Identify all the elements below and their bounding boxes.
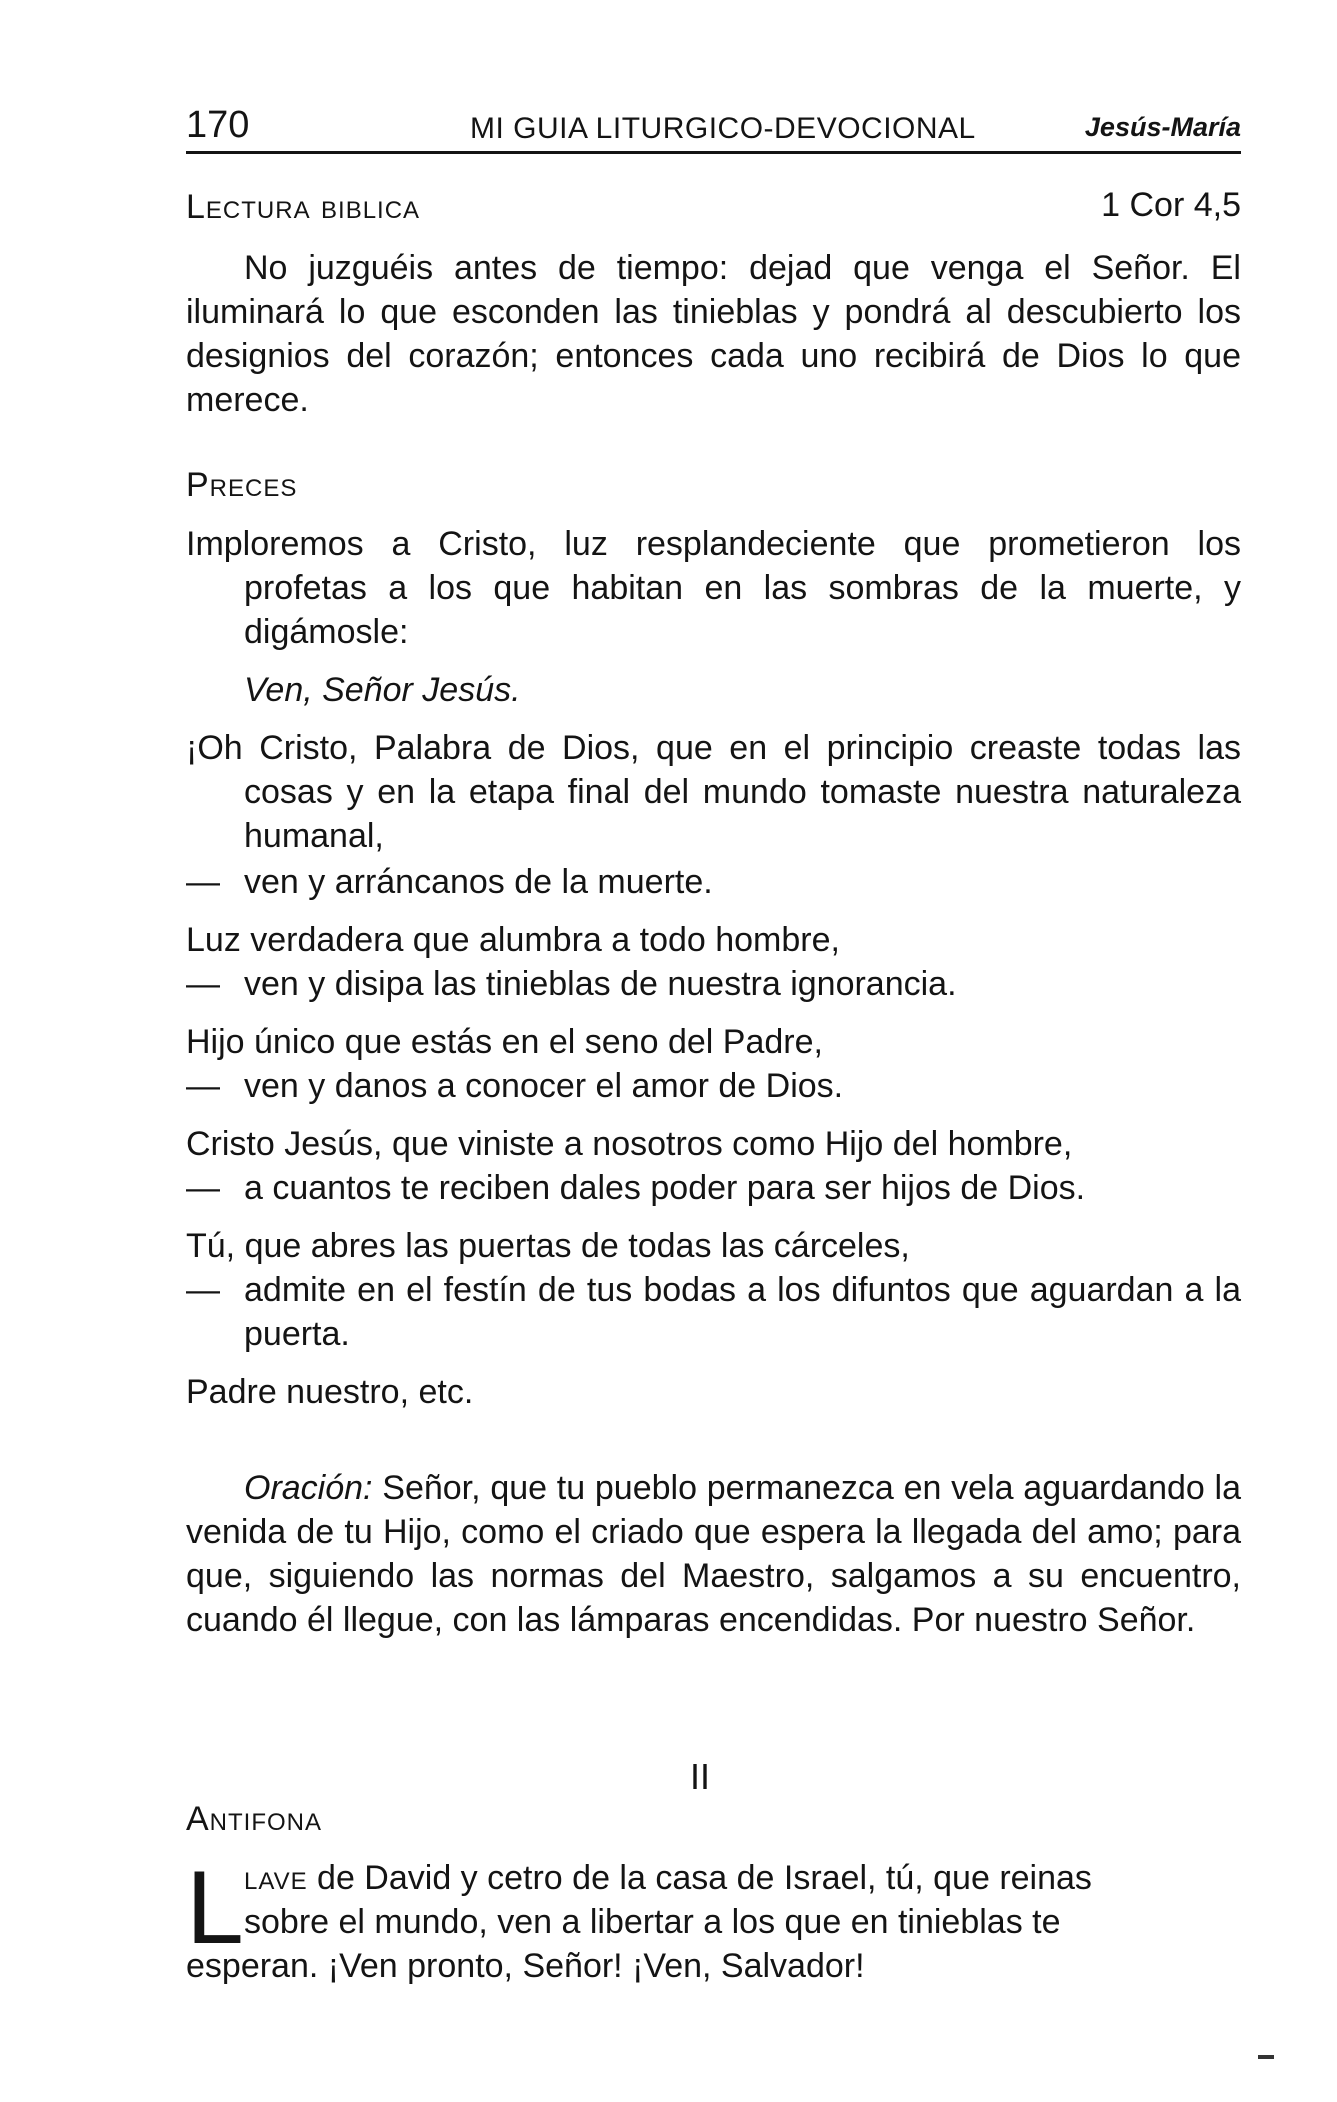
- page-mark: [1258, 2055, 1274, 2059]
- dash-marker: —: [186, 863, 220, 901]
- antifona-line-1: [244, 1856, 1241, 1900]
- petition-3: [186, 1064, 1241, 1108]
- preces-intro: Imploremos a Cristo, luz resplandeciente que prometieron los profetas a los que habitan en las sombras de la muerte, y digámosle:: [186, 525, 1241, 651]
- drop-cap: L: [186, 1850, 244, 1966]
- dash-marker: —: [186, 1271, 220, 1309]
- lectura-reference: 1 Cor 4,5: [1101, 186, 1241, 224]
- petition-2: [186, 962, 1241, 1006]
- oracion-paragraph: [186, 1466, 1241, 1642]
- oracion-label: Oración:: [244, 1469, 373, 1507]
- petition-1-text: ven y arráncanos de la muerte.: [244, 863, 713, 901]
- invocation-2: Luz verdadera que alumbra a todo hombre,: [186, 921, 840, 959]
- section-number: II: [690, 1756, 711, 1797]
- preces-heading: Preces: [186, 466, 298, 504]
- petition-3-text: ven y danos a conocer el amor de Dios.: [244, 1067, 844, 1105]
- preces-response: Ven, Señor Jesús.: [244, 671, 521, 709]
- petition-2-text: ven y disipa las tinieblas de nuestra ignorancia.: [244, 965, 957, 1003]
- lectura-heading: Lectura biblica: [186, 188, 421, 226]
- invocation-5: Tú, que abres las puertas de todas las cárceles,: [186, 1227, 910, 1265]
- invocation-1: ¡Oh Cristo, Palabra de Dios, que en el principio creaste todas las cosas y en la etapa final del mundo tomaste nuestra naturaleza humanal,: [186, 729, 1241, 855]
- oracion-text: Señor, que tu pueblo permanezca en vela aguardando la venida de tu Hijo, como el criado que espera la llegada del amo; para que, siguiendo las normas del Maestro, salgamos a su encuentro, cuando él llegue, con las lámparas encendidas. Por nuestro Señor.: [186, 1469, 1242, 1639]
- preces-closing: Padre nuestro, etc.: [186, 1373, 474, 1411]
- antifona-line-3: esperan. ¡Ven pronto, Señor! ¡Ven, Salvador!: [186, 1947, 865, 1985]
- invocation-4: Cristo Jesús, que viniste a nosotros como Hijo del hombre,: [186, 1125, 1073, 1163]
- petition-4: [186, 1166, 1241, 1210]
- dash-marker: —: [186, 1169, 220, 1207]
- petition-5-text: admite en el festín de tus bodas a los difuntos que aguardan a la puerta.: [244, 1271, 1241, 1353]
- antifona-heading: Antifona: [186, 1800, 323, 1838]
- header-right-label: Jesús-María: [1084, 112, 1241, 142]
- book-title: MI GUIA LITURGICO-DEVOCIONAL: [470, 112, 976, 145]
- invocation-3: Hijo único que estás en el seno del Padre,: [186, 1023, 823, 1061]
- antifona-line-2: sobre el mundo, ven a libertar a los que en tinieblas te: [244, 1903, 1061, 1941]
- petition-5: [186, 1268, 1241, 1356]
- dash-marker: —: [186, 965, 220, 1003]
- antifona-line-1-text: de David y cetro de la casa de Israel, tú, que reinas: [317, 1859, 1092, 1897]
- page-number: 170: [186, 104, 250, 146]
- petition-1: [186, 860, 1241, 904]
- petition-4-text: a cuantos te reciben dales poder para ser hijos de Dios.: [244, 1169, 1086, 1207]
- dash-marker: —: [186, 1067, 220, 1105]
- header-rule: [186, 151, 1241, 154]
- antifona-small-caps: lave: [244, 1859, 308, 1897]
- lectura-text: No juzguéis antes de tiempo: dejad que venga el Señor. El iluminará lo que esconden las tinieblas y pondrá al descubierto los designios del corazón; entonces cada uno recibirá de Dios lo que merece.: [186, 249, 1241, 419]
